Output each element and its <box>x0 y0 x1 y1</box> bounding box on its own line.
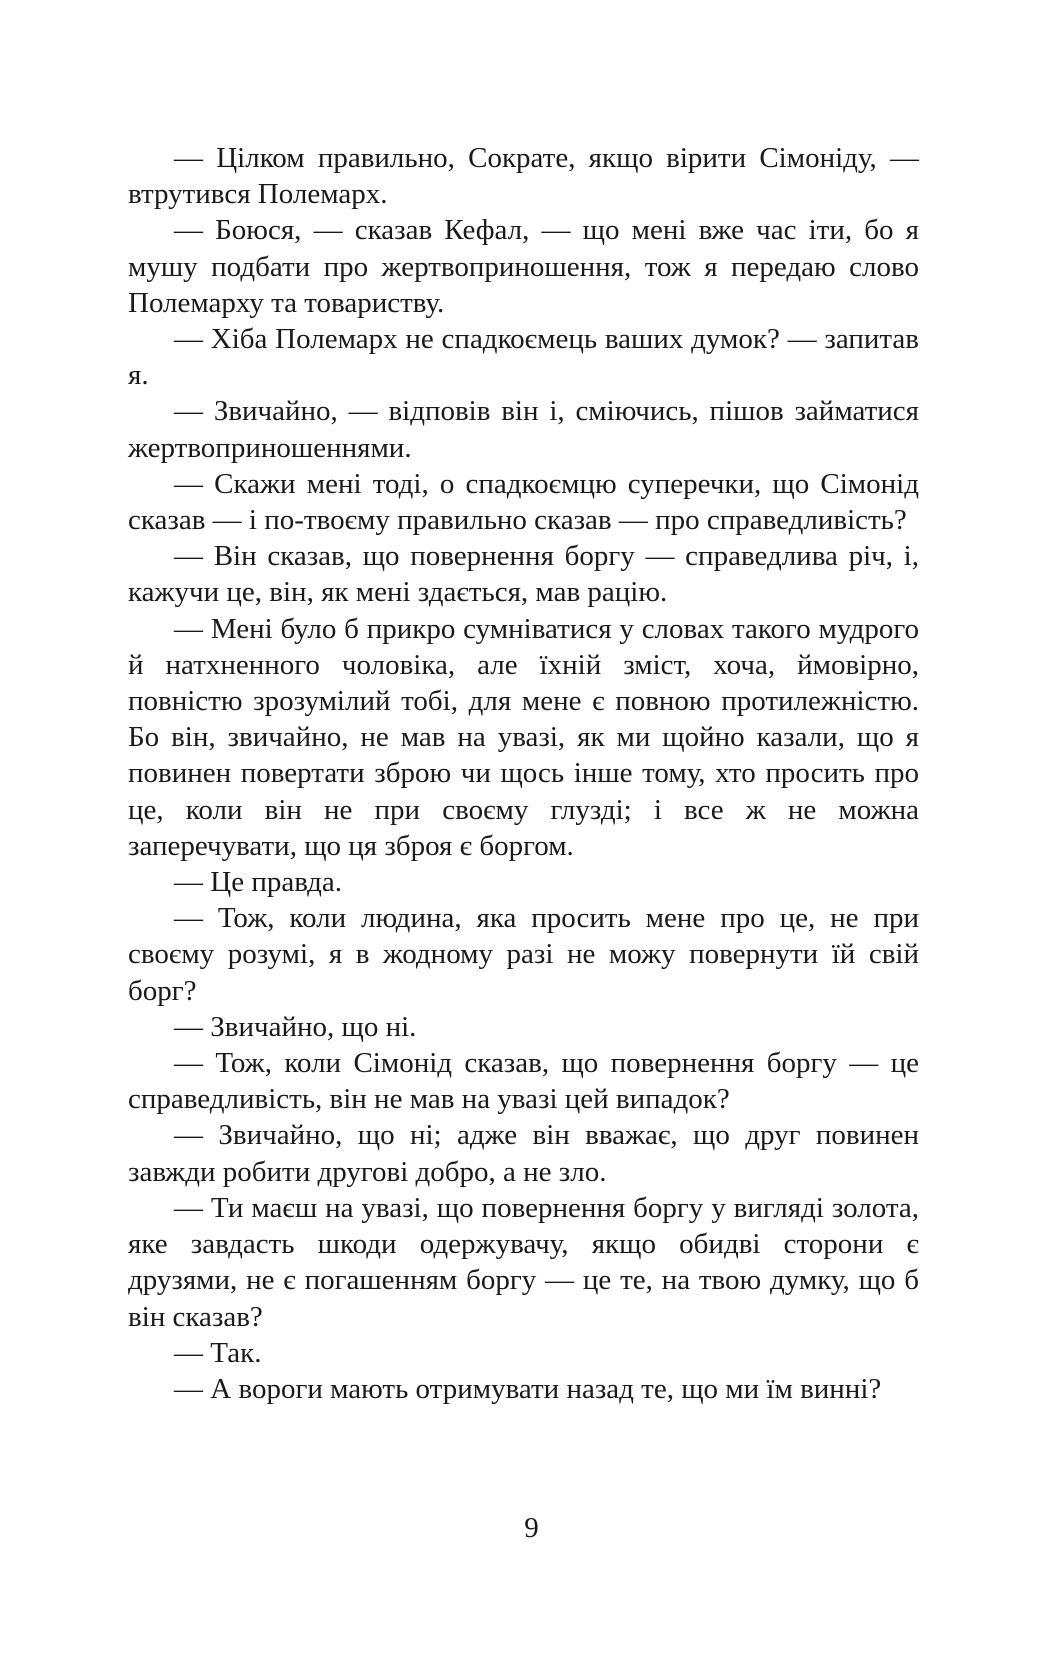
paragraph: — Ти маєш на увазі, що повернення боргу у вигляді золота, яке завдасть шкоди одержувачу, якщо обидві сторони є друзями, не є погашенням боргу — це те, на твою думку, що б він сказав? <box>128 1191 919 1333</box>
paragraph: — А вороги мають отримувати назад те, що ми їм винні? <box>174 1372 882 1405</box>
paragraph: — Мені було б прикро сумніватися у словах такого мудрого й натхненного чоловіка, але їхній зміст, хоча, ймовірно, повністю зрозумілий тобі, для мене є повною протилежністю. Бо він, звичайно, не мав на увазі, як ми щойно казали, що я повинен повертати зброю чи щось інше тому, хто просить про це, коли він не при своєму глузді; і все ж не можна заперечувати, що ця зброя є боргом. <box>128 612 919 862</box>
paragraph: — Боюся, — сказав Кефал, — що мені вже час іти, бо я мушу подбати про жертвоприношення, тож я передаю слово Полемарху та товариству. <box>128 214 919 319</box>
paragraph: — Звичайно, — відповів він і, сміючись, пішов займатися жертвоприношеннями. <box>128 395 919 464</box>
paragraph: — Так. <box>174 1336 262 1369</box>
page-number: 9 <box>524 1512 539 1544</box>
paragraph: — Це правда. <box>174 866 343 899</box>
paragraph: — Цілком правильно, Сократе, якщо вірити Сімоніду, — втрутився Полемарх. <box>128 142 919 211</box>
paragraph: — Скажи мені тоді, о спадкоємцю суперечки, що Сімонід сказав — і по-твоєму правильно сказав — про справедливість? <box>128 467 919 537</box>
paragraph: — Тож, коли Сімонід сказав, що повернення боргу — це справедливість, він не мав на увазі цей випадок? <box>128 1047 919 1116</box>
paragraph: — Тож, коли людина, яка просить мене про це, не при своєму розумі, я в жодному разі не можу повернути їй свій борг? <box>128 902 919 1007</box>
paragraph: — Звичайно, що ні; адже він вважає, що друг повинен завжди робити другові добро, а не зло. <box>128 1119 919 1188</box>
body-text <box>128 140 919 1407</box>
paragraph: — Хіба Полемарх не спадкоємець ваших думок? — запитав я. <box>128 323 919 392</box>
paragraph: — Він сказав, що повернення боргу — справедлива річ, і, кажучи це, він, як мені здається, мав рацію. <box>128 540 919 609</box>
paragraph: — Звичайно, що ні. <box>174 1010 417 1043</box>
